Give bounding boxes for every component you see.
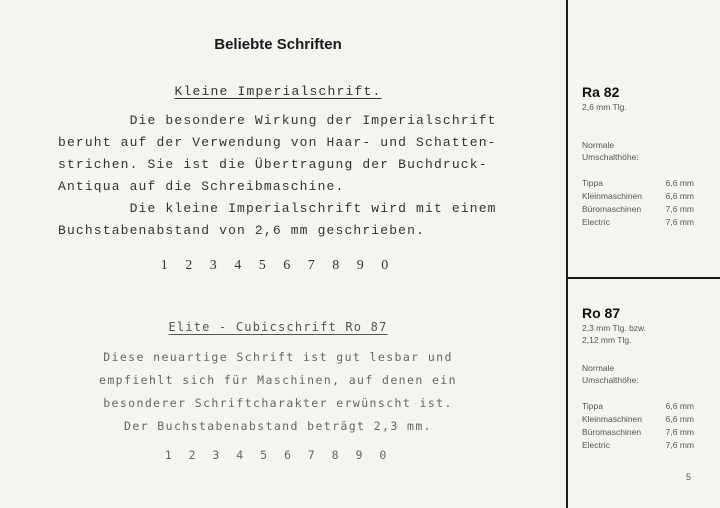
imperial-line: Antiqua auf die Schreibmaschine. [58,179,345,194]
ro87-title: Ro 87 [582,305,621,321]
elite-line: besonderer Schriftcharakter erwünscht ist. [103,396,453,410]
imperial-paragraph [58,110,508,242]
ra82-row [582,203,694,216]
ra82-spacing: 2,6 mm Tlg. [582,102,627,112]
ro87-label: Normale [582,363,615,373]
imperial-line: Buchstabenabstand von 2,6 mm geschrieben. [58,223,426,238]
row-value: 6,6 mm [665,414,694,424]
ro87-spacing: 2,12 mm Tlg. [582,335,632,345]
row-value: 6,6 mm [665,401,694,411]
ro87-spacing: 2,3 mm Tlg. bzw. [582,323,647,333]
ra82-row [582,216,694,229]
ro87-row [582,413,694,426]
elite-digits: 1 2 3 4 5 6 7 8 9 0 [164,448,392,462]
imperial-digits: 1 2 3 4 5 6 7 8 9 0 [160,258,396,273]
row-value: 7,6 mm [665,217,694,227]
row-value: 6,6 mm [665,191,694,201]
elite-heading [0,320,556,334]
imperial-line: strichen. Sie ist die Übertragung der Buchdruck- [58,157,488,172]
imperial-heading-text: Kleine Imperialschrift. [174,84,382,99]
ra82-label: Umschalthöhe: [582,152,639,162]
elite-paragraph [0,346,556,438]
row-name: Kleinmaschinen [582,191,643,201]
ro87-table [582,400,712,452]
ro87-row [582,426,694,439]
ro87-row [582,400,694,413]
row-name: Tippa [582,178,603,188]
row-name: Büromaschinen [582,204,642,214]
page-title: Beliebte Schriften [214,36,342,53]
imperial-line: Die kleine Imperialschrift wird mit einem [58,201,497,216]
ra82-title: Ra 82 [582,84,620,100]
row-name: Electric [582,217,610,227]
row-name: Tippa [582,401,603,411]
ro87-row [582,439,694,452]
row-value: 6,6 mm [665,178,694,188]
ra82-label: Normale [582,140,615,150]
ra82-table [582,177,712,229]
imperial-line: beruht auf der Verwendung von Haar- und Schatten- [58,135,497,150]
vertical-divider [566,0,568,508]
ra82-row [582,190,694,203]
row-value: 7,6 mm [665,427,694,437]
horizontal-divider [568,277,720,279]
elite-line: Diese neuartige Schrift ist gut lesbar und [103,350,453,364]
imperial-line: Die besondere Wirkung der Imperialschrift [58,113,497,128]
elite-heading-text: Elite - Cubicschrift Ro 87 [168,320,388,334]
elite-line: empfiehlt sich für Maschinen, auf denen ein [99,373,457,387]
imperial-heading [0,84,556,99]
ro87-info [582,305,712,452]
row-value: 7,6 mm [665,204,694,214]
page-number: 5 [686,472,692,482]
ro87-label: Umschalthöhe: [582,375,639,385]
ra82-info [582,84,712,229]
row-name: Büromaschinen [582,427,642,437]
elite-line: Der Buchstabenabstand beträgt 2,3 mm. [124,419,432,433]
row-value: 7,6 mm [665,440,694,450]
ra82-row [582,177,694,190]
row-name: Kleinmaschinen [582,414,643,424]
row-name: Electric [582,440,610,450]
